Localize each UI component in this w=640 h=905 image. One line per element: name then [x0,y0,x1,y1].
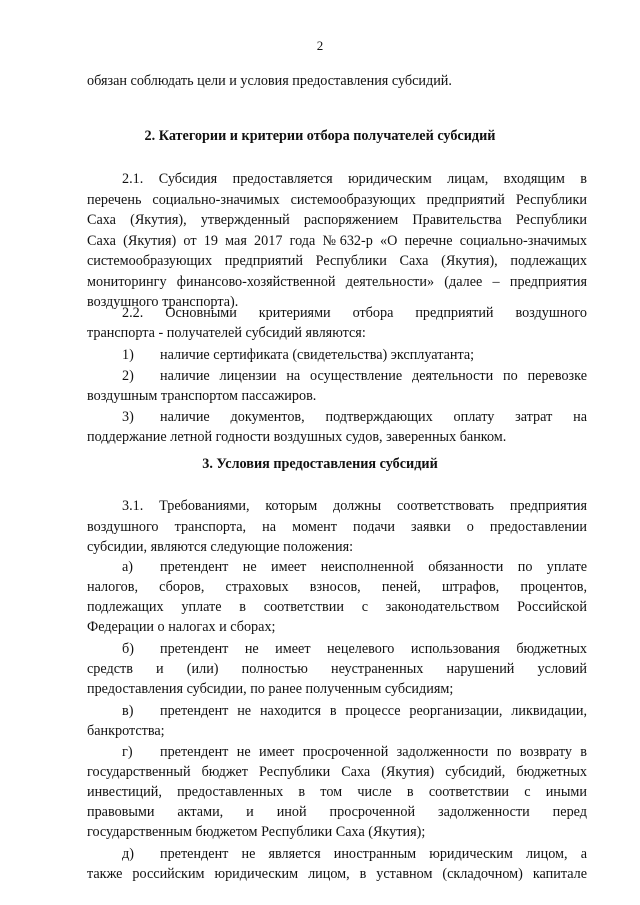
list-marker: а) [122,559,134,575]
list-item-line: наличие лицензии на осуществление деятельности по перевозке [160,368,587,384]
list-item-line: претендент не имеет нецелевого использования бюджетных [160,641,587,657]
list-marker: 3) [122,409,134,425]
list-item-line: наличие документов, подтверждающих оплату затрат на [160,409,587,425]
list-marker: 2) [122,368,134,384]
section-2-p1-line: системообразующих предприятий Республики Саха (Якутия), подлежащих [87,253,587,269]
list-item-line: претендент не имеет неисполненной обязанности по уплате [160,559,587,575]
section-2-title: 2. Категории и критерии отбора получателей субсидий [144,128,496,144]
list-item-line: воздушным транспортом пассажиров. [87,388,317,404]
section-3-p1-line: воздушного транспорта, на момент подачи заявки о предоставлении [87,519,587,535]
list-item-line: претендент не находится в процессе реорганизации, ликвидации, [160,703,587,719]
list-item-line: банкротства; [87,723,165,739]
list-item-line: также российским юридическим лицом, в уставном (складочном) капитале [87,866,587,882]
section-2-p1-line: Саха (Якутия) от 19 мая 2017 года №632-р «О перечне социально-значимых [87,233,587,249]
section-3-p1-line: 3.1. Требованиями, которым должны соответствовать предприятия [122,498,587,514]
list-item-line: налогов, сборов, страховых взносов, пеней, штрафов, процентов, [87,579,587,595]
section-2-p1-line: Саха (Якутия), утвержденный распоряжением Правительства Республики [87,212,587,228]
list-item-line: правовыми актами, и иной просроченной задолженности перед [87,804,587,820]
list-item-line: инвестиций, предоставленных в том числе в соответствии с иными [87,784,587,800]
list-item-line: претендент не является иностранным юридическим лицом, а [160,846,587,862]
list-item-line: государственным бюджетом Республики Саха (Якутия); [87,824,426,840]
list-item-line: поддержание летной годности воздушных судов, заверенных банком. [87,429,507,445]
section-2-p1-line: 2.1. Субсидия предоставляется юридическим лицам, входящим в [122,171,587,187]
list-item-line: Федерации о налогах и сборах; [87,619,276,635]
list-item-line: государственный бюджет Республики Саха (Якутия) субсидий, бюджетных [87,764,587,780]
list-item-line: подлежащих уплате в соответствии с законодательством Российской [87,599,587,615]
list-marker: г) [122,744,133,760]
list-item-line: претендент не имеет просроченной задолженности по возврату в [160,744,587,760]
list-item-line: предоставления субсидии, по ранее полученным субсидиям; [87,681,454,697]
list-marker: б) [122,641,134,657]
list-marker: в) [122,703,134,719]
section-2-p2-line: 2.2. Основными критериями отбора предприятий воздушного [122,305,587,321]
intro-line: обязан соблюдать цели и условия предоставления субсидий. [87,73,452,89]
list-item-line: наличие сертификата (свидетельства) эксплуатанта; [160,347,475,363]
list-item-line: средств и (или) полностью неустраненных нарушений условий [87,661,587,677]
section-2-p1-line: перечень социально-значимых системообразующих предприятий Республики [87,192,587,208]
section-2-p2-line: транспорта - получателей субсидий являются: [87,325,366,341]
list-marker: д) [122,846,134,862]
section-3-title: 3. Условия предоставления субсидий [202,456,438,472]
section-3-p1-line: субсидии, являются следующие положения: [87,539,354,555]
list-marker: 1) [122,347,134,363]
page-number: 2 [316,38,324,53]
section-2-p1-line: мониторингу финансово-хозяйственной деятельности» (далее – предприятия [87,274,587,290]
section-2-p1-line: воздушного транспорта). [87,294,239,310]
